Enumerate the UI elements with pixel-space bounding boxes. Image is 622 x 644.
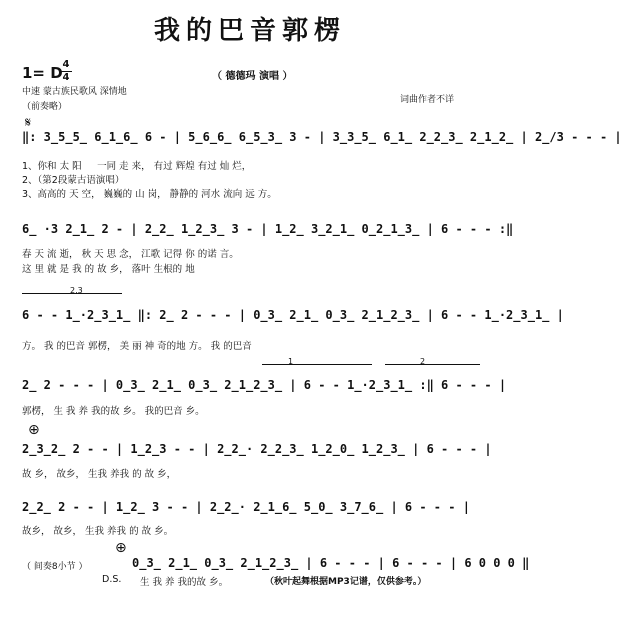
system1-verse1: 1、你和 太 阳 一同 走 来， 有过 辉煌 有过 灿 烂， — [22, 161, 252, 172]
volta-label-1: 1 — [288, 357, 294, 366]
coda-icon: ⊕ — [28, 422, 40, 438]
volta-label-2: 2 — [420, 357, 426, 366]
key-signature: 1= D — [22, 64, 63, 82]
coda-icon-ending: ⊕ — [115, 540, 127, 556]
song-title: 我的巴音郭楞 — [153, 16, 346, 46]
system5-lyrics: 故 乡， 故乡， 生我 养我 的 故 乡， — [22, 469, 177, 480]
system6-notes: 2̲2̲ 2 - - | 1̲2̲ 3 - - | 2̲2̲· 2̲1̲6̲ 5̲0̲ 3̲7̲6̲ | 6 - - - | — [22, 500, 470, 514]
system1-verse2: 2、（第2段蒙古语演唱） — [22, 175, 125, 186]
transcription-note: （秋叶起舞根据MP3记谱，仅供参考。） — [265, 577, 427, 587]
system7-notes: 0̲3̲ 2̲1̲ 0̲3̲ 2̲1̲2̲3̲ | 6 - - - | 6 - - - | 6 0 0 0 ‖ — [132, 556, 530, 570]
system7-lyrics: 生 我 养 我的故 乡。 — [140, 577, 229, 588]
system3-lyrics: 方。 我 的巴音 郭楞， 美 丽 神 奇的地 方。 我 的巴音 — [22, 341, 252, 352]
system4-lyrics: 郭楞， 生 我 养 我的故 乡。 我的巴音 乡。 — [22, 406, 205, 417]
system4-notes: 2̲ 2 - - - | 0̲3̲ 2̲1̲ 0̲3̲ 2̲1̲2̲3̲ | 6 - - 1̲·2̲3̲1̲ :‖ 6 - - - | — [22, 378, 507, 392]
performer: （ 德德玛 演唱 ） — [212, 71, 293, 82]
tempo-marking: 中速 蒙古族民歌风 深情地 — [22, 87, 127, 97]
volta-bracket-2 — [385, 364, 480, 365]
system1-notes: ‖: 3̲5̲5̲ 6̲1̲6̲ 6 - | 5̲6̲6̲ 6̲5̲3̲ 3 - | 3̲3̲5̲ 6̲1̲ 2̲2̲3̲ 2̲1̲2̲ | 2̲/3 - - - | — [22, 130, 622, 144]
volta-bracket-1 — [262, 364, 372, 365]
time-signature-bottom: 4 — [62, 72, 70, 83]
interlude-note: （ 间奏8小节 ） — [22, 562, 88, 572]
system2-notes: 6̲ ·3 2̲1̲ 2 - | 2̲2̲ 1̲2̲3̲ 3 - | 1̲2̲ 3̲2̲1̲ 0̲2̲1̲3̲ | 6 - - - :‖ — [22, 222, 514, 236]
time-signature-top: 4 — [62, 59, 70, 70]
segno-icon: 𝄋 — [25, 115, 32, 131]
system2-verse1: 春 天 流 逝， 秋 天 思 念， 江歌 记得 你 的诺 言。 — [22, 249, 239, 260]
system3-notes: 6 - - 1̲·2̲3̲1̲ ‖: 2̲ 2 - - - | 0̲3̲ 2̲1̲ 0̲3̲ 2̲1̲2̲3̲ | 6 - - 1̲·2̲3̲1̲ | — [22, 308, 564, 322]
system5-notes: 2̲3̲2̲ 2 - - | 1̲2̲3 - - | 2̲2̲· 2̲2̲3̲ 1̲2̲0̲ 1̲2̲3̲ | 6 - - - | — [22, 442, 492, 456]
ds-marking: D.S. — [102, 574, 122, 585]
intro-note: （前奏略） — [22, 102, 68, 112]
volta-label-2-3: 2.3 — [70, 286, 83, 295]
system2-verse2: 这 里 就 是 我 的 故 乡， 落叶 生根的 地 — [22, 264, 195, 275]
time-signature — [60, 60, 72, 83]
system6-lyrics: 故乡， 故乡， 生我 养我 的 故 乡。 — [22, 526, 174, 537]
credit: 词曲作者不详 — [400, 95, 455, 105]
system1-verse3: 3、高高的 天 空， 巍巍的 山 岗， 静静的 河水 流向 远 方。 — [22, 189, 277, 200]
